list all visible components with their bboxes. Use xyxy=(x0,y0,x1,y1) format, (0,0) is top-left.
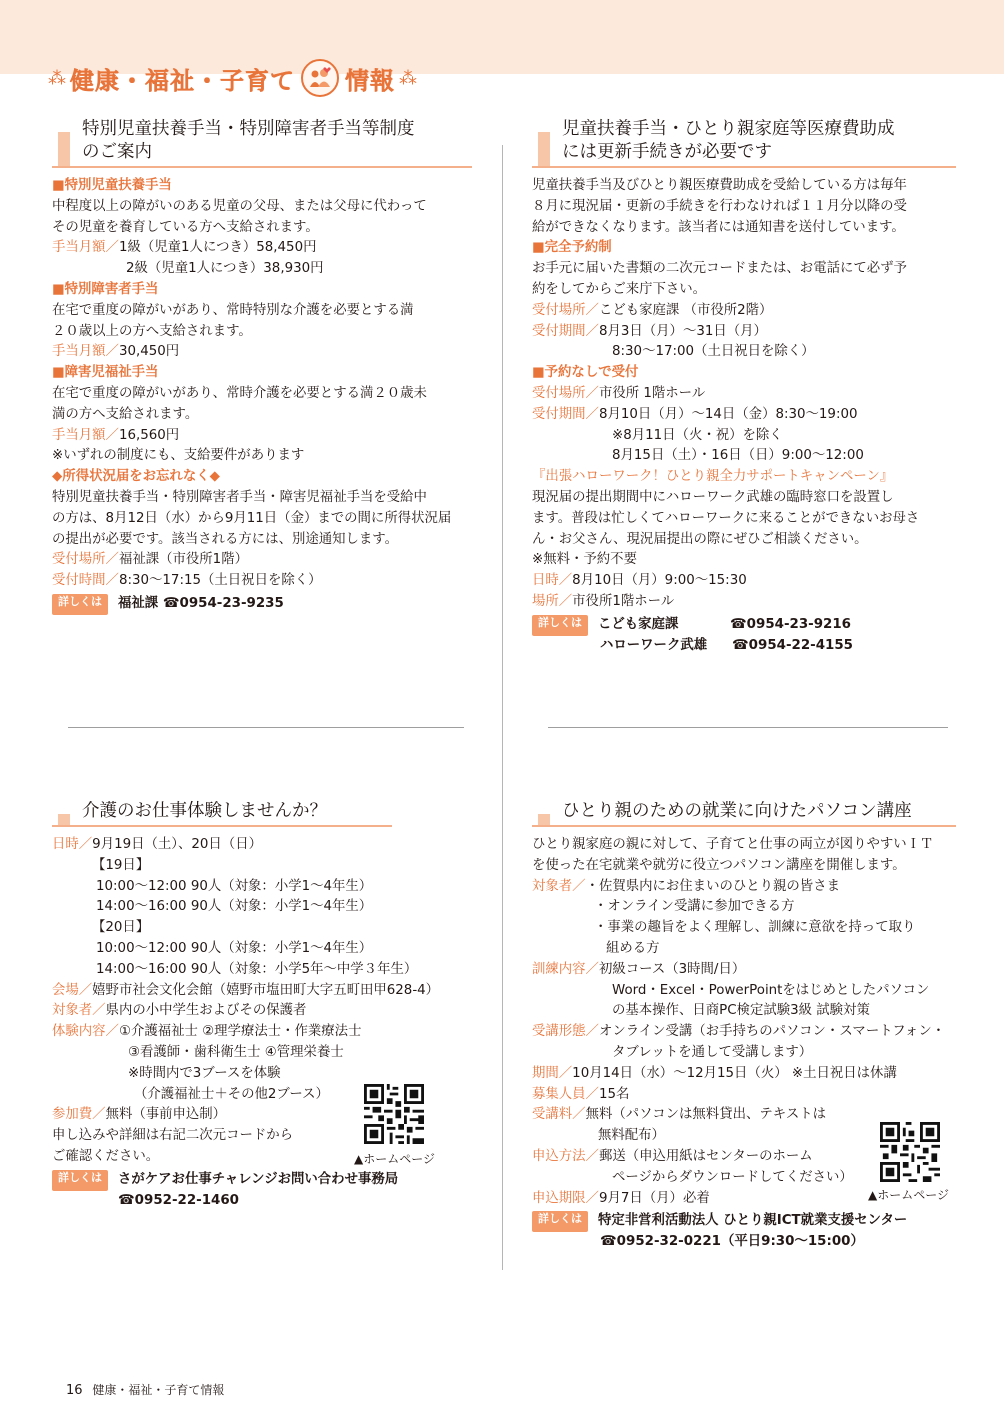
contact-row xyxy=(532,615,956,636)
section-divider-left xyxy=(68,727,464,728)
label: 募集人員／ xyxy=(532,1086,599,1102)
text-line: 在宅で重度の障がいがあり、常時特別な介護を必要とする満 xyxy=(52,302,414,318)
text-line: ご確認ください。 xyxy=(52,1148,160,1164)
note: ※無料・予約不要 xyxy=(532,552,637,568)
subheading: ■特別障害者手当 xyxy=(52,281,159,297)
title-bar xyxy=(538,814,550,825)
subheading: ◆所得状況届をお忘れなく◆ xyxy=(52,469,220,485)
value: 市役所 1階ホール xyxy=(598,385,706,401)
value: 8月10日（月）9:00～15:30 xyxy=(572,573,747,589)
text-line: 約をしてからご来庁下さい。 xyxy=(532,281,707,297)
label: 申込方法／ xyxy=(532,1148,599,1164)
value: オンライン受講（お手持ちのパソコン・スマートフォン・ xyxy=(598,1024,946,1040)
value: 無料（パソコンは無料貸出、テキストは xyxy=(585,1107,827,1123)
value: 9月19日（土）、20日（日） xyxy=(92,837,262,852)
value: の基本操作、日商PC検定試験3級 試験対策 xyxy=(612,1003,870,1019)
subheading: ■予約なしで受付 xyxy=(532,365,639,381)
info-row xyxy=(532,1064,956,1085)
value: ①介護福祉士 ②理学療法士・作業療法士 xyxy=(118,1024,362,1040)
label: 対象者／ xyxy=(532,878,586,894)
label: 日時／ xyxy=(52,837,93,852)
text-line: の提出が必要です。該当される方には、別途通知します。 xyxy=(52,531,399,547)
label: 手当月額／ xyxy=(52,427,119,443)
label: 場所／ xyxy=(532,593,573,609)
title-line: 特別児童扶養手当・特別障害者手当等制度 xyxy=(82,119,415,139)
sparkle-icon: ⁂ xyxy=(48,67,66,89)
value: 組める方 xyxy=(606,940,660,956)
page-footer xyxy=(66,1381,224,1398)
label: 手当月額／ xyxy=(52,344,119,360)
value: ※8月11日（火・祝）を除く xyxy=(612,427,783,443)
value: 8月15日（土）・16日（日）9:00～12:00 xyxy=(612,448,864,464)
qr-caption: ▲ホームページ xyxy=(868,1188,949,1202)
value: 嬉野市社会文化会館（嬉野市塩田町大字五町田甲628-4） xyxy=(92,982,440,998)
details-tag: 詳しくは xyxy=(52,1170,108,1191)
contact-row xyxy=(52,594,472,615)
section-title xyxy=(532,118,956,168)
title-line: のご案内 xyxy=(82,142,152,162)
title-bar xyxy=(58,814,70,825)
info-row xyxy=(52,1022,472,1043)
info-row xyxy=(532,1085,956,1106)
header-title-part1: 健康・福祉・子育て xyxy=(70,66,295,95)
value: ・事業の趣旨をよく理解し、訓練に意欲を持って取り xyxy=(594,920,916,936)
details-tag: 詳しくは xyxy=(532,1211,588,1232)
value: 【19日】 xyxy=(92,857,150,873)
value: 県内の小中学生およびその保護者 xyxy=(105,1003,307,1019)
text-line: 現況届の提出期間中にハローワーク武雄の臨時窓口を設置し xyxy=(532,489,894,505)
page-number: 16 xyxy=(66,1383,83,1398)
column-divider xyxy=(502,145,503,1270)
value: 14:00～16:00 90人（対象：小学5年～中学３年生） xyxy=(96,961,418,977)
page-header xyxy=(44,58,421,98)
text-line: ん・お父さん、現況届提出の際にぜひご相談ください。 xyxy=(532,531,868,547)
label: 受付時間／ xyxy=(52,573,119,589)
section-title xyxy=(52,800,392,827)
value: こども家庭課 （市役所2階） xyxy=(598,302,773,318)
value: 8:30～17:00（土日祝日を除く） xyxy=(612,344,815,360)
text-line: 在宅で重度の障がいがあり、常時介護を必要とする満２０歳未 xyxy=(52,385,427,401)
value: 30,450円 xyxy=(118,344,180,360)
value: 2級（児童1人につき）38,930円 xyxy=(126,261,324,277)
value: ③看護師・歯科衛生士 ④管理栄養士 xyxy=(128,1044,344,1060)
text-line: 中程度以上の障がいのある児童の父母、または父母に代わって xyxy=(52,198,427,214)
label: 申込期限／ xyxy=(532,1190,599,1206)
info-row xyxy=(532,960,956,981)
text-line: を使った在宅就業や就労に役立つパソコン講座を開催します。 xyxy=(532,857,906,873)
value: 福祉課（市役所1階） xyxy=(118,552,248,568)
info-row xyxy=(52,550,472,571)
contact-name: ハローワーク武雄 xyxy=(600,637,708,653)
header-title-part2: 情報 xyxy=(345,66,395,95)
info-row xyxy=(532,1022,956,1043)
value: 16,560円 xyxy=(118,427,180,443)
info-row xyxy=(532,301,956,322)
contact: さがケアお仕事チャレンジお問い合わせ事務局 xyxy=(118,1171,399,1187)
campaign-heading: 『出張ハローワーク！ひとり親全力サポートキャンペーン』 xyxy=(532,469,894,485)
subheading: ■完全予約制 xyxy=(532,240,612,256)
amount-row xyxy=(52,342,472,363)
info-row xyxy=(52,981,472,1002)
sparkle-icon: ⁂ xyxy=(399,67,417,89)
info-row xyxy=(532,571,956,592)
text-line: 特別児童扶養手当・特別障害者手当・障害児福祉手当を受給中 xyxy=(52,489,427,505)
contact-row xyxy=(532,1211,956,1232)
contact: 福祉課 ☎0954-23-9235 xyxy=(118,595,284,611)
value: 9月7日（月）必着 xyxy=(598,1190,710,1206)
value: 無料（事前申込制） xyxy=(105,1107,227,1123)
section-title xyxy=(52,118,472,168)
contact: 特定非営利活動法人 ひとり親ICT就業支援センター xyxy=(598,1213,908,1229)
label: 受付場所／ xyxy=(532,385,599,401)
value: 10:00～12:00 90人（対象：小学1～4年生） xyxy=(96,940,373,956)
details-tag: 詳しくは xyxy=(532,615,588,636)
value: ページからダウンロードしてください） xyxy=(612,1169,853,1185)
contact-tel: ☎0954-23-9216 xyxy=(730,616,851,632)
label: 受付場所／ xyxy=(532,302,599,318)
family-heart-icon xyxy=(301,59,339,97)
qr-code-icon[interactable] xyxy=(880,1122,940,1182)
text-line: ２０歳以上の方へ支給されます。 xyxy=(52,323,252,339)
value: ・佐賀県内にお住まいのひとり親の皆さま xyxy=(585,878,840,894)
value: 【20日】 xyxy=(92,920,150,936)
value: ・オンライン受講に参加できる方 xyxy=(594,899,795,915)
contact-tel: ☎0952-32-0221（平日9:30～15:00） xyxy=(600,1234,864,1250)
title-bar xyxy=(538,132,550,166)
label: 受講料／ xyxy=(532,1107,586,1123)
title-line: 介護のお仕事体験しませんか？ xyxy=(82,801,327,821)
info-row xyxy=(52,835,472,856)
text-line: その児童を養育している方へ支給されます。 xyxy=(52,219,319,235)
label: 手当月額／ xyxy=(52,240,119,256)
label: 体験内容／ xyxy=(52,1024,119,1040)
value: 初級コース（3時間/日） xyxy=(598,961,746,977)
amount-row xyxy=(52,426,472,447)
label: 会場／ xyxy=(52,982,93,998)
value: 1級（児童1人につき）58,450円 xyxy=(118,240,317,256)
section-child-allowance xyxy=(52,118,472,615)
value: タブレットを通して受講します） xyxy=(612,1044,813,1060)
info-row xyxy=(532,405,956,426)
info-row xyxy=(52,1001,472,1022)
qr-code-icon[interactable] xyxy=(364,1084,424,1144)
value: 15名 xyxy=(598,1086,630,1102)
text-line: 給ができなくなります。該当者には通知書を送付しています。 xyxy=(532,219,905,235)
info-row xyxy=(532,384,956,405)
contact-tel: ☎0952-22-1460 xyxy=(118,1192,239,1208)
info-row xyxy=(52,571,472,592)
note: ※いずれの制度にも、支給要件があります xyxy=(52,448,305,464)
section-title xyxy=(532,800,956,827)
text-line: ひとり親家庭の親に対して、子育てと仕事の両立が図りやすいＩＴ xyxy=(532,837,934,852)
value: 10:00～12:00 90人（対象：小学1～4年生） xyxy=(96,878,373,894)
value: 市役所1階ホール xyxy=(572,593,675,609)
footer-label: 健康・福祉・子育て情報 xyxy=(92,1383,225,1397)
text-line: お手元に届いた書類の二次元コードまたは、お電話にて必ず予 xyxy=(532,261,907,277)
value: （介護福祉士＋その他2ブース） xyxy=(134,1086,329,1102)
label: 受付期間／ xyxy=(532,323,599,339)
title-line: 児童扶養手当・ひとり親家庭等医療費助成 xyxy=(562,119,895,139)
text-line: ８月に現況届・更新の手続きを行わなければ１１月分以降の受 xyxy=(532,198,907,214)
title-bar xyxy=(58,132,70,166)
text-line: ます。普段は忙しくてハローワークに来ることができないお母さ xyxy=(532,510,920,526)
contact-name: こども家庭課 xyxy=(598,616,679,632)
value: 無料配布） xyxy=(598,1128,665,1144)
label: 受付期間／ xyxy=(532,406,599,422)
amount-row xyxy=(52,238,472,259)
label: 参加費／ xyxy=(52,1107,106,1123)
contact-row xyxy=(52,1170,472,1191)
label: 受講形態／ xyxy=(532,1024,599,1040)
qr-caption: ▲ホームページ xyxy=(354,1152,435,1166)
value: Word・Excel・PowerPointをはじめとしたパソコン xyxy=(612,982,930,998)
subheading: ■特別児童扶養手当 xyxy=(52,178,172,193)
info-row xyxy=(532,322,956,343)
section-renewal xyxy=(532,118,956,656)
text-line: 申し込みや詳細は右記二次元コードから xyxy=(52,1128,294,1144)
details-tag: 詳しくは xyxy=(52,594,108,615)
value: 10月14日（水）～12月15日（火） ※土日祝日は休講 xyxy=(572,1065,897,1081)
label: 期間／ xyxy=(532,1065,573,1081)
value: ※時間内で3ブースを体験 xyxy=(128,1065,281,1081)
value: 郵送（申込用紙はセンターのホーム xyxy=(598,1148,813,1164)
value: 8月10日（月）～14日（金）8:30～19:00 xyxy=(598,406,858,422)
info-row xyxy=(532,592,956,613)
info-row xyxy=(532,877,956,898)
section-divider-right xyxy=(548,727,948,728)
text-line: 児童扶養手当及びひとり親医療費助成を受給している方は毎年 xyxy=(532,178,907,193)
value: 8:30～17:15（土日祝日を除く） xyxy=(118,573,322,589)
value: 14:00～16:00 90人（対象：小学1～4年生） xyxy=(96,899,373,915)
text-line: の方は、8月12日（水）から9月11日（金）までの間に所得状況届 xyxy=(52,510,452,526)
value: 8月3日（月）～31日（月） xyxy=(598,323,767,339)
label: 対象者／ xyxy=(52,1003,106,1019)
title-line: には更新手続きが必要です xyxy=(562,142,772,162)
subheading: ■障害児福祉手当 xyxy=(52,365,159,381)
section-pc-course xyxy=(532,800,956,1253)
label: 受付場所／ xyxy=(52,552,119,568)
text-line: 満の方へ支給されます。 xyxy=(52,406,199,422)
contact-row xyxy=(532,636,956,657)
label: 日時／ xyxy=(532,573,573,589)
contact-tel: ☎0954-22-4155 xyxy=(732,637,853,653)
label: 訓練内容／ xyxy=(532,961,599,977)
title-line: ひとり親のための就業に向けたパソコン講座 xyxy=(562,801,912,821)
